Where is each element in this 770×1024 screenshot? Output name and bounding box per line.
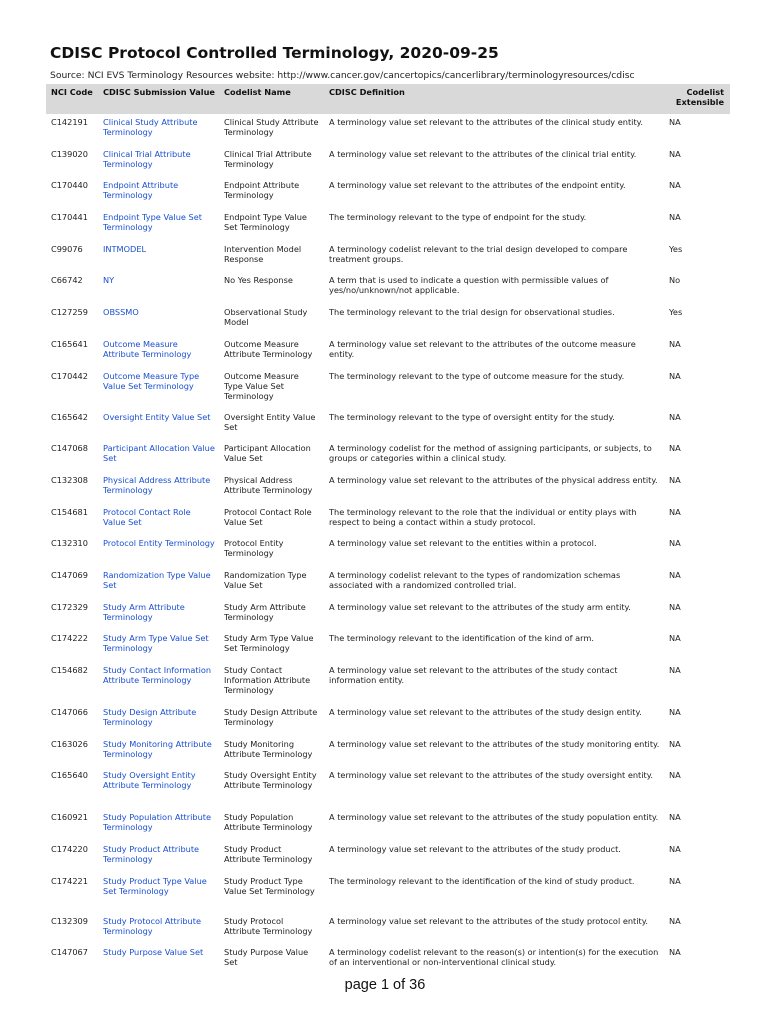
- cell-nci-code: C147067: [51, 947, 88, 958]
- cell-definition: A terminology value set relevant to the attributes of the study design entity.: [329, 707, 642, 717]
- cell-codelist-name: Study Population Attribute Terminology: [224, 812, 313, 833]
- cell-codelist-name: Clinical Trial Attribute Terminology: [224, 148, 312, 169]
- cell-nci-code: C165641: [51, 338, 88, 349]
- cell-definition: A terminology value set relevant to the attributes of the physical address entity.: [329, 474, 658, 485]
- table-row: [46, 767, 730, 809]
- table-row: [46, 272, 730, 304]
- cell-extensible: NA: [669, 474, 681, 485]
- cell-codelist-name: Oversight Entity Value Set: [224, 411, 316, 432]
- cell-nci-code: C165640: [51, 770, 88, 781]
- cell-nci-code: C99076: [51, 243, 83, 254]
- cell-extensible: NA: [669, 844, 681, 855]
- table-row: [46, 409, 730, 441]
- cell-extensible: NA: [669, 738, 681, 749]
- cell-codelist-name: Protocol Entity Terminology: [224, 538, 284, 559]
- cell-nci-code: C127259: [51, 307, 88, 318]
- cell-codelist-name: Outcome Measure Attribute Terminology: [224, 338, 313, 359]
- cell-submission-value[interactable]: Physical Address Attribute Terminology: [103, 474, 211, 495]
- cell-nci-code: C154681: [51, 506, 88, 517]
- cell-codelist-name: Study Product Type Value Set Terminology: [224, 875, 315, 896]
- cell-extensible: NA: [669, 915, 681, 926]
- table-row: [46, 504, 730, 536]
- column-header-codelist-name: Codelist Name: [219, 84, 324, 114]
- cell-submission-value[interactable]: Outcome Measure Attribute Terminology: [103, 338, 192, 359]
- cell-nci-code: C172329: [51, 601, 88, 612]
- page-number: page 1 of 36: [344, 977, 426, 993]
- cell-codelist-name: Study Purpose Value Set: [224, 947, 309, 968]
- cell-definition: A terminology codelist relevant to the reason(s) or intention(s) for the execution of an interventional or non-interventional clinical study.: [329, 947, 659, 968]
- cell-definition: A terminology value set relevant to the attributes of the study product.: [329, 844, 621, 855]
- cell-codelist-name: Endpoint Attribute Terminology: [224, 180, 300, 201]
- table-row: [46, 809, 730, 841]
- cell-submission-value[interactable]: Study Protocol Attribute Terminology: [103, 915, 201, 936]
- cell-extensible: Yes: [669, 307, 683, 318]
- cell-nci-code: C174222: [51, 633, 88, 644]
- table-row: [46, 535, 730, 567]
- cell-submission-value[interactable]: Study Oversight Entity Attribute Terminology: [103, 770, 196, 791]
- cell-submission-value[interactable]: Protocol Entity Terminology: [103, 538, 215, 549]
- cell-nci-code: C163026: [51, 738, 88, 749]
- cell-submission-value[interactable]: Study Purpose Value Set: [103, 947, 204, 958]
- cell-definition: The terminology relevant to the identification of the kind of study product.: [329, 875, 635, 886]
- cell-submission-value[interactable]: Clinical Study Attribute Terminology: [103, 117, 198, 137]
- cell-definition: The terminology relevant to the identification of the kind of arm.: [329, 633, 594, 644]
- cell-extensible: NA: [669, 411, 681, 422]
- table-row: [46, 704, 730, 736]
- cell-codelist-name: Observational Study Model: [224, 307, 308, 328]
- table-row: [46, 440, 730, 472]
- cell-definition: A terminology value set relevant to the attributes of the study contact information entity.: [329, 665, 618, 685]
- table-row: [46, 873, 730, 913]
- cell-submission-value[interactable]: Study Product Attribute Terminology: [103, 844, 200, 865]
- terminology-table: [46, 84, 730, 976]
- cell-nci-code: C170440: [51, 180, 88, 191]
- cell-extensible: NA: [669, 506, 681, 517]
- cell-nci-code: C147066: [51, 707, 88, 717]
- cell-definition: A terminology value set relevant to the attributes of the study arm entity.: [329, 601, 631, 612]
- cell-extensible: NA: [669, 770, 681, 781]
- document-title: CDISC Protocol Controlled Terminology, 2020-09-25: [50, 44, 499, 62]
- cell-submission-value[interactable]: OBSSMO: [103, 307, 139, 318]
- table-header: [46, 84, 730, 114]
- cell-extensible: NA: [669, 148, 681, 159]
- cell-codelist-name: Study Design Attribute Terminology: [224, 707, 318, 727]
- cell-codelist-name: Study Monitoring Attribute Terminology: [224, 738, 313, 759]
- cell-submission-value[interactable]: INTMODEL: [103, 243, 147, 254]
- table-row: [46, 209, 730, 241]
- table-row: [46, 114, 730, 146]
- cell-extensible: NA: [669, 601, 681, 612]
- cell-definition: A terminology value set relevant to the attributes of the clinical study entity.: [329, 117, 643, 127]
- cell-extensible: NA: [669, 569, 681, 580]
- cell-submission-value[interactable]: Outcome Measure Type Value Set Terminology: [103, 370, 200, 391]
- cell-definition: The terminology relevant to the type of oversight entity for the study.: [329, 411, 615, 422]
- table-row: [46, 146, 730, 178]
- cell-nci-code: C132310: [51, 538, 88, 549]
- cell-extensible: NA: [669, 538, 681, 549]
- cell-nci-code: C142191: [51, 117, 88, 127]
- cell-extensible: NA: [669, 180, 681, 191]
- table-row: [46, 841, 730, 873]
- cell-codelist-name: Study Protocol Attribute Terminology: [224, 915, 313, 936]
- source-line: Source: NCI EVS Terminology Resources website: http://www.cancer.gov/cancertopics/cancerlibrary/terminologyresources/cdisc: [50, 70, 635, 81]
- cell-codelist-name: Endpoint Type Value Set Terminology: [224, 212, 307, 233]
- table-row: [46, 567, 730, 599]
- cell-extensible: Yes: [669, 243, 683, 254]
- table-row: [46, 599, 730, 631]
- cell-codelist-name: Study Arm Attribute Terminology: [224, 601, 306, 622]
- cell-nci-code: C139020: [51, 148, 88, 159]
- table-row: [46, 472, 730, 504]
- column-header-submission-value: CDISC Submission Value: [98, 84, 219, 114]
- cell-definition: A terminology codelist relevant to the trial design developed to compare treatment groups.: [329, 243, 628, 264]
- column-header-definition: CDISC Definition: [324, 84, 664, 114]
- cell-codelist-name: Study Arm Type Value Set Terminology: [224, 633, 314, 654]
- table-row: [46, 662, 730, 704]
- cell-definition: The terminology relevant to the type of endpoint for the study.: [329, 212, 587, 223]
- cell-codelist-name: Study Contact Information Attribute Terminology: [224, 665, 311, 695]
- cell-nci-code: C165642: [51, 411, 88, 422]
- cell-definition: A terminology value set relevant to the attributes of the study protocol entity.: [329, 915, 649, 926]
- cell-codelist-name: Study Product Attribute Terminology: [224, 844, 313, 865]
- cell-submission-value[interactable]: Participant Allocation Value Set: [103, 443, 215, 464]
- cell-extensible: NA: [669, 665, 681, 675]
- cell-submission-value[interactable]: Study Design Attribute Terminology: [103, 707, 197, 727]
- cell-submission-value[interactable]: Study Product Type Value Set Terminology: [103, 875, 207, 896]
- cell-codelist-name: No Yes Response: [224, 275, 293, 286]
- table-row: [46, 630, 730, 662]
- cell-nci-code: C132309: [51, 915, 88, 926]
- table-row: [46, 177, 730, 209]
- cell-extensible: NA: [669, 117, 681, 127]
- cell-nci-code: C170442: [51, 370, 88, 381]
- table-row: [46, 241, 730, 273]
- table-row: [46, 944, 730, 976]
- cell-definition: A terminology codelist for the method of assigning participants, or subjects, to groups or categories within a clinical study.: [329, 443, 652, 464]
- cell-extensible: No: [669, 275, 681, 286]
- cell-submission-value[interactable]: Study Contact Information Attribute Terminology: [103, 665, 212, 685]
- cell-submission-value[interactable]: Randomization Type Value Set: [103, 569, 211, 590]
- cell-definition: A term that is used to indicate a question with permissible values of yes/no/unknown/not applicable.: [329, 275, 609, 296]
- column-header-extensible: Codelist Extensible: [664, 84, 730, 114]
- cell-definition: The terminology relevant to the role that the individual or entity plays with respect to being a contact within a study protocol.: [329, 506, 637, 527]
- cell-nci-code: C66742: [51, 275, 83, 286]
- cell-submission-value[interactable]: Protocol Contact Role Value Set: [103, 506, 191, 527]
- cell-codelist-name: Clinical Study Attribute Terminology: [224, 117, 319, 137]
- cell-submission-value[interactable]: Study Arm Type Value Set Terminology: [103, 633, 209, 654]
- cell-definition: A terminology value set relevant to the attributes of the outcome measure entity.: [329, 338, 636, 359]
- cell-definition: A terminology value set relevant to the attributes of the study monitoring entity.: [329, 738, 660, 749]
- cell-codelist-name: Physical Address Attribute Terminology: [224, 474, 313, 495]
- table-row: [46, 368, 730, 409]
- cell-submission-value[interactable]: Endpoint Attribute Terminology: [103, 180, 179, 201]
- cell-extensible: NA: [669, 338, 681, 349]
- cell-codelist-name: Participant Allocation Value Set: [224, 443, 311, 464]
- cell-definition: A terminology value set relevant to the attributes of the clinical trial entity.: [329, 148, 637, 159]
- cell-extensible: NA: [669, 812, 681, 823]
- cell-submission-value[interactable]: Oversight Entity Value Set: [103, 411, 211, 422]
- cell-definition: A terminology value set relevant to the attributes of the study oversight entity.: [329, 770, 654, 781]
- cell-nci-code: C147068: [51, 443, 88, 454]
- cell-nci-code: C160921: [51, 812, 88, 823]
- cell-submission-value[interactable]: Study Population Attribute Terminology: [103, 812, 212, 833]
- cell-submission-value[interactable]: Endpoint Type Value Set Terminology: [103, 212, 202, 233]
- cell-submission-value[interactable]: Study Monitoring Attribute Terminology: [103, 738, 212, 759]
- table-row: [46, 736, 730, 768]
- cell-nci-code: C170441: [51, 212, 88, 223]
- cell-extensible: NA: [669, 443, 681, 454]
- table-row: [46, 913, 730, 945]
- cell-extensible: NA: [669, 947, 681, 958]
- cell-extensible: NA: [669, 707, 681, 717]
- table-row: [46, 336, 730, 368]
- cell-definition: A terminology value set relevant to the attributes of the study population entity.: [329, 812, 659, 823]
- column-header-nci-code: NCI Code: [46, 84, 98, 114]
- cell-submission-value[interactable]: Clinical Trial Attribute Terminology: [103, 148, 191, 169]
- cell-nci-code: C174221: [51, 875, 88, 886]
- cell-nci-code: C154682: [51, 665, 88, 675]
- cell-nci-code: C147069: [51, 569, 88, 580]
- cell-submission-value[interactable]: NY: [103, 275, 115, 286]
- cell-codelist-name: Intervention Model Response: [224, 243, 302, 264]
- cell-codelist-name: Outcome Measure Type Value Set Terminology: [224, 370, 299, 401]
- cell-definition: A terminology value set relevant to the entities within a protocol.: [329, 538, 597, 549]
- cell-definition: The terminology relevant to the trial design for observational studies.: [329, 307, 615, 318]
- cell-extensible: NA: [669, 212, 681, 223]
- cell-definition: The terminology relevant to the type of outcome measure for the study.: [329, 370, 625, 381]
- table-row: [46, 304, 730, 336]
- cell-extensible: NA: [669, 875, 681, 886]
- cell-codelist-name: Study Oversight Entity Attribute Terminology: [224, 770, 317, 791]
- cell-definition: A terminology codelist relevant to the types of randomization schemas associated with a randomized controlled trial.: [329, 569, 621, 590]
- table-body: [46, 114, 730, 976]
- cell-codelist-name: Randomization Type Value Set: [224, 569, 307, 590]
- cell-nci-code: C132308: [51, 474, 88, 485]
- cell-definition: A terminology value set relevant to the attributes of the endpoint entity.: [329, 180, 626, 191]
- cell-codelist-name: Protocol Contact Role Value Set: [224, 506, 312, 527]
- cell-nci-code: C174220: [51, 844, 88, 855]
- cell-extensible: NA: [669, 633, 681, 644]
- cell-submission-value[interactable]: Study Arm Attribute Terminology: [103, 601, 185, 622]
- cell-extensible: NA: [669, 370, 681, 381]
